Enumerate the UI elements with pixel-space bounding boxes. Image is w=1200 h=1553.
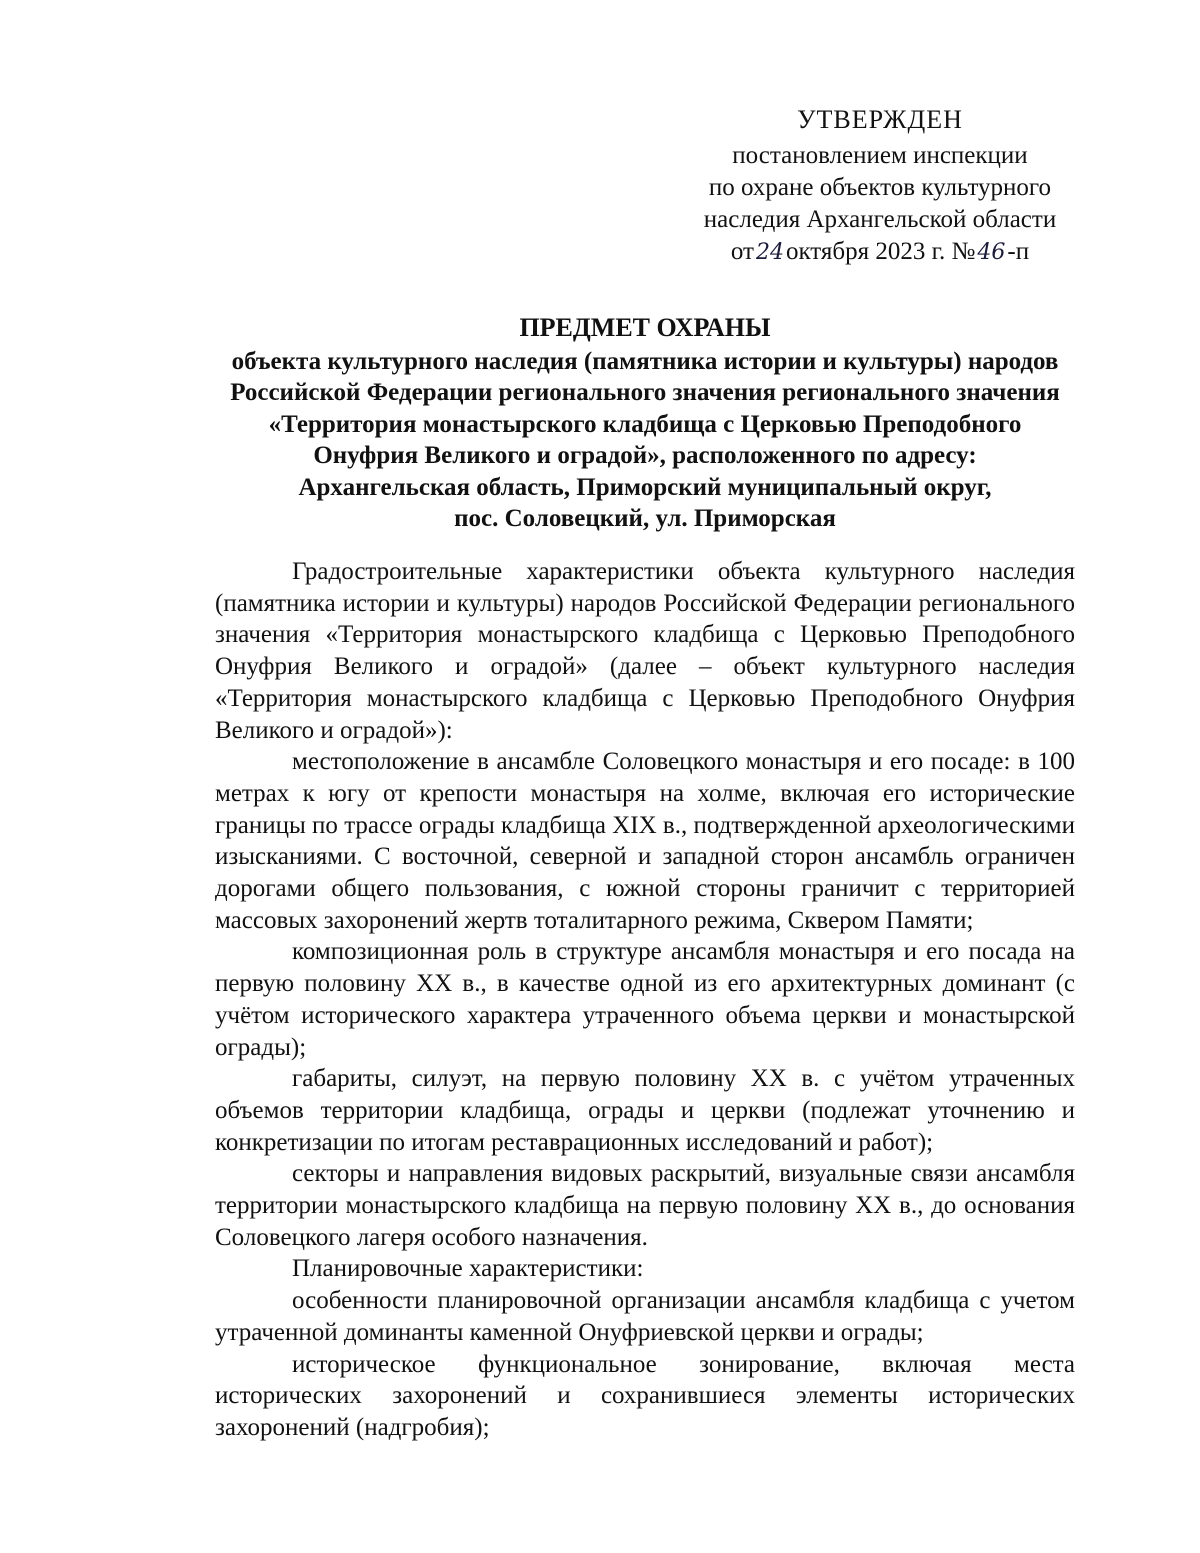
paragraph-functional-zoning: историческое функциональное зонирование, включая места исторических захоронений и сохранившиеся элементы исторических захоронений (надгробия); — [215, 1350, 1075, 1441]
approval-date-middle: октября 2023 г. № — [785, 238, 976, 265]
title-line-5: Архангельская область, Приморский муниципальный округ, — [298, 473, 992, 501]
paragraph-view-sectors: секторы и направления видовых раскрытий, визуальные связи ансамбля территории монастырского кладбища на первую половину XX в., до основания Соловецкого лагеря особого назначения. — [215, 1160, 1075, 1251]
document-title: ПРЕДМЕТ ОХРАНЫ — [519, 313, 771, 342]
approval-line-2: по охране объектов культурного — [708, 174, 1052, 201]
approval-doc-suffix: -п — [1007, 238, 1030, 265]
paragraph-planning-heading: Планировочные характеристики: — [292, 1255, 644, 1283]
paragraph-location: местоположение в ансамбле Соловецкого монастыря и его посаде: в 100 метрах к югу от крепости монастыря на холме, включая его исторические границы по трассе ограды кладбища XIX в., подтвержденной археологическими изысканиями. С восточной, северной и западной сторон ансамбль ограничен дорогами общего пользования, с южной стороны граничит с территорией массовых захоронений жертв тоталитарного режима, Сквером Памяти; — [215, 748, 1075, 934]
handwritten-day: 24 — [755, 240, 784, 265]
paragraph-urban-characteristics: Градостроительные характеристики объекта культурного наследия (памятника истории и культуры) народов Российской Федерации регионального значения «Территория монастырского кладбища с Церковью Преподобного Онуфрия Великого и оградой» (далее – объект культурного наследия «Территория монастырского кладбища с Церковью Преподобного Онуфрия Великого и оградой»): — [215, 558, 1075, 744]
paragraph-planning-features: особенности планировочной организации ансамбля кладбища с учетом утраченной доминанты каменной Онуфриевской церкви и ограды; — [215, 1287, 1075, 1346]
approval-date-line — [690, 236, 1070, 269]
approval-title: УТВЕРЖДЕН — [797, 105, 963, 134]
title-line-4: Онуфрия Великого и оградой», расположенного по адресу: — [313, 442, 977, 469]
paragraph-compositional-role: композиционная роль в структуре ансамбля монастыря и его посада на первую половину XX в., в качестве одной из его архитектурных доминант (с учётом исторического характера утраченного объема церкви и монастырской ограды); — [215, 938, 1075, 1061]
paragraph-dimensions-silhouette: габариты, силуэт, на первую половину XX в. с учётом утраченных объемов территории кладбища, ограды и церкви (подлежат уточнению и конкретизации по итогам реставрационных исследований и работ); — [215, 1065, 1075, 1156]
approval-line-3: наследия Архангельской области — [703, 206, 1057, 233]
approval-line-1: постановлением инспекции — [732, 142, 1028, 169]
title-line-1: объекта культурного наследия (памятника истории и культуры) народов — [231, 347, 1059, 375]
title-line-2: Российской Федерации регионального значения регионального значения — [230, 379, 1060, 406]
approval-stamp — [690, 104, 1070, 269]
approval-date-prefix: от — [730, 238, 754, 265]
title-line-3: «Территория монастырского кладбища с Церковью Преподобного — [268, 410, 1022, 438]
title-line-6: пос. Соловецкий, ул. Приморская — [454, 505, 836, 532]
document-body — [215, 556, 1075, 1444]
handwritten-doc-number: 46 — [977, 240, 1006, 265]
document-title-block — [200, 312, 1090, 535]
